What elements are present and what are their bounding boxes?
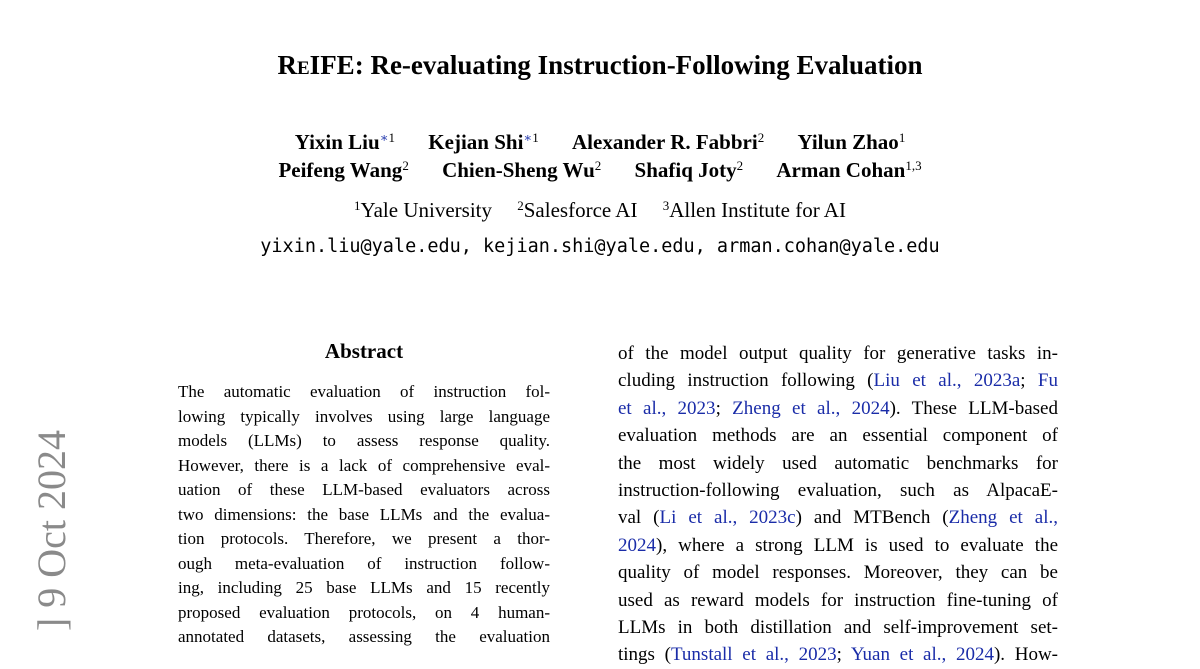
body-line: used as reward models for instruction fine-tuning of: [618, 589, 1058, 611]
citation-link[interactable]: Zheng et al., 2024: [732, 397, 890, 419]
abstract-heading: Abstract: [324, 339, 404, 363]
abstract-body: [178, 380, 550, 650]
author: Kejian Shi$^{∗1}$: [428, 130, 539, 154]
body-line: val (Li et al., 2023c) and MTBench (Zheng et al.,: [618, 507, 1058, 529]
abstract-line: However, there is a lack of comprehensive eval-: [178, 455, 550, 475]
body-line: LLMs in both distillation and self-improvement set-: [618, 616, 1058, 638]
author: Yixin Liu$^{∗1}$: [294, 130, 396, 154]
abstract-line: two dimensions: the base LLMs and the evalua-: [178, 504, 550, 524]
body-line: tings (Tunstall et al., 2023; Yuan et al., 2024). How-: [618, 644, 1058, 666]
citation-link[interactable]: Liu et al., 2023a: [873, 370, 1021, 392]
abstract-line: models (LLMs) to assess response quality.: [178, 431, 550, 450]
paper-title: [0, 48, 1200, 82]
citation-link[interactable]: Zheng et al.,: [948, 507, 1058, 529]
body-line: cluding instruction following (Liu et al., 2023a; Fu: [618, 370, 1058, 392]
title-rest: : Re-evaluating Instruction-Following Evaluation: [354, 50, 923, 80]
citation-link[interactable]: Fu: [1037, 370, 1058, 392]
citation-link[interactable]: 2024: [618, 534, 656, 556]
abstract-line: annotated datasets, assessing the evaluation: [178, 627, 550, 646]
title-small-caps: ReIFE: [277, 50, 355, 80]
abstract-line: proposed evaluation protocols, on 4 human-: [178, 602, 550, 622]
citation-link[interactable]: Li et al., 2023c: [659, 507, 796, 529]
affiliations: [0, 192, 1200, 224]
author-emails: yixin.liu@yale.edu, kejian.shi@yale.edu, arman.cohan@yale.edu: [260, 236, 940, 257]
affiliation: $^1$Yale University: [354, 198, 492, 222]
author: Shafiq Joty$^2$: [634, 158, 744, 182]
citation-link[interactable]: Tunstall et al., 2023: [670, 644, 837, 666]
author: Alexander R. Fabbri$^2$: [572, 130, 765, 154]
abstract-line: uation of these LLM-based evaluators across: [178, 480, 550, 499]
arxiv-stamp: ] 9 Oct 2024: [29, 430, 74, 632]
author-row-2: [0, 152, 1200, 184]
body-line: of the model output quality for generative tasks in-: [618, 343, 1058, 364]
author: Arman Cohan$^{1,3}$: [776, 158, 922, 182]
citation-link[interactable]: Yuan et al., 2024: [850, 644, 994, 666]
body-line: the most widely used automatic benchmarks for: [618, 452, 1058, 474]
author: Chien-Sheng Wu$^2$: [442, 158, 602, 182]
abstract-line: tion protocols. Therefore, we present a thor-: [178, 529, 550, 548]
author: Yilun Zhao$^1$: [797, 130, 906, 154]
body-line: instruction-following evaluation, such as AlpacaE-: [618, 479, 1058, 501]
abstract-line: The automatic evaluation of instruction fol-: [178, 382, 550, 401]
affiliation: $^2$Salesforce AI: [517, 198, 638, 222]
right-column-body: [618, 340, 1058, 669]
body-line: evaluation methods are an essential component of: [618, 425, 1058, 447]
affiliation: $^3$Allen Institute for AI: [662, 198, 846, 222]
body-line: et al., 2023; Zheng et al., 2024). These LLM-based: [618, 397, 1058, 419]
abstract-line: lowing typically involves using large language: [178, 406, 550, 426]
body-line: quality of model responses. Moreover, they can be: [618, 562, 1058, 584]
author: Peifeng Wang$^2$: [278, 158, 409, 182]
abstract-line: ough meta-evaluation of instruction follow-: [178, 553, 550, 573]
citation-link[interactable]: et al., 2023: [618, 397, 716, 419]
abstract-line: ing, including 25 base LLMs and 15 recently: [178, 578, 550, 597]
body-line: 2024), where a strong LLM is used to evaluate the: [618, 534, 1058, 556]
